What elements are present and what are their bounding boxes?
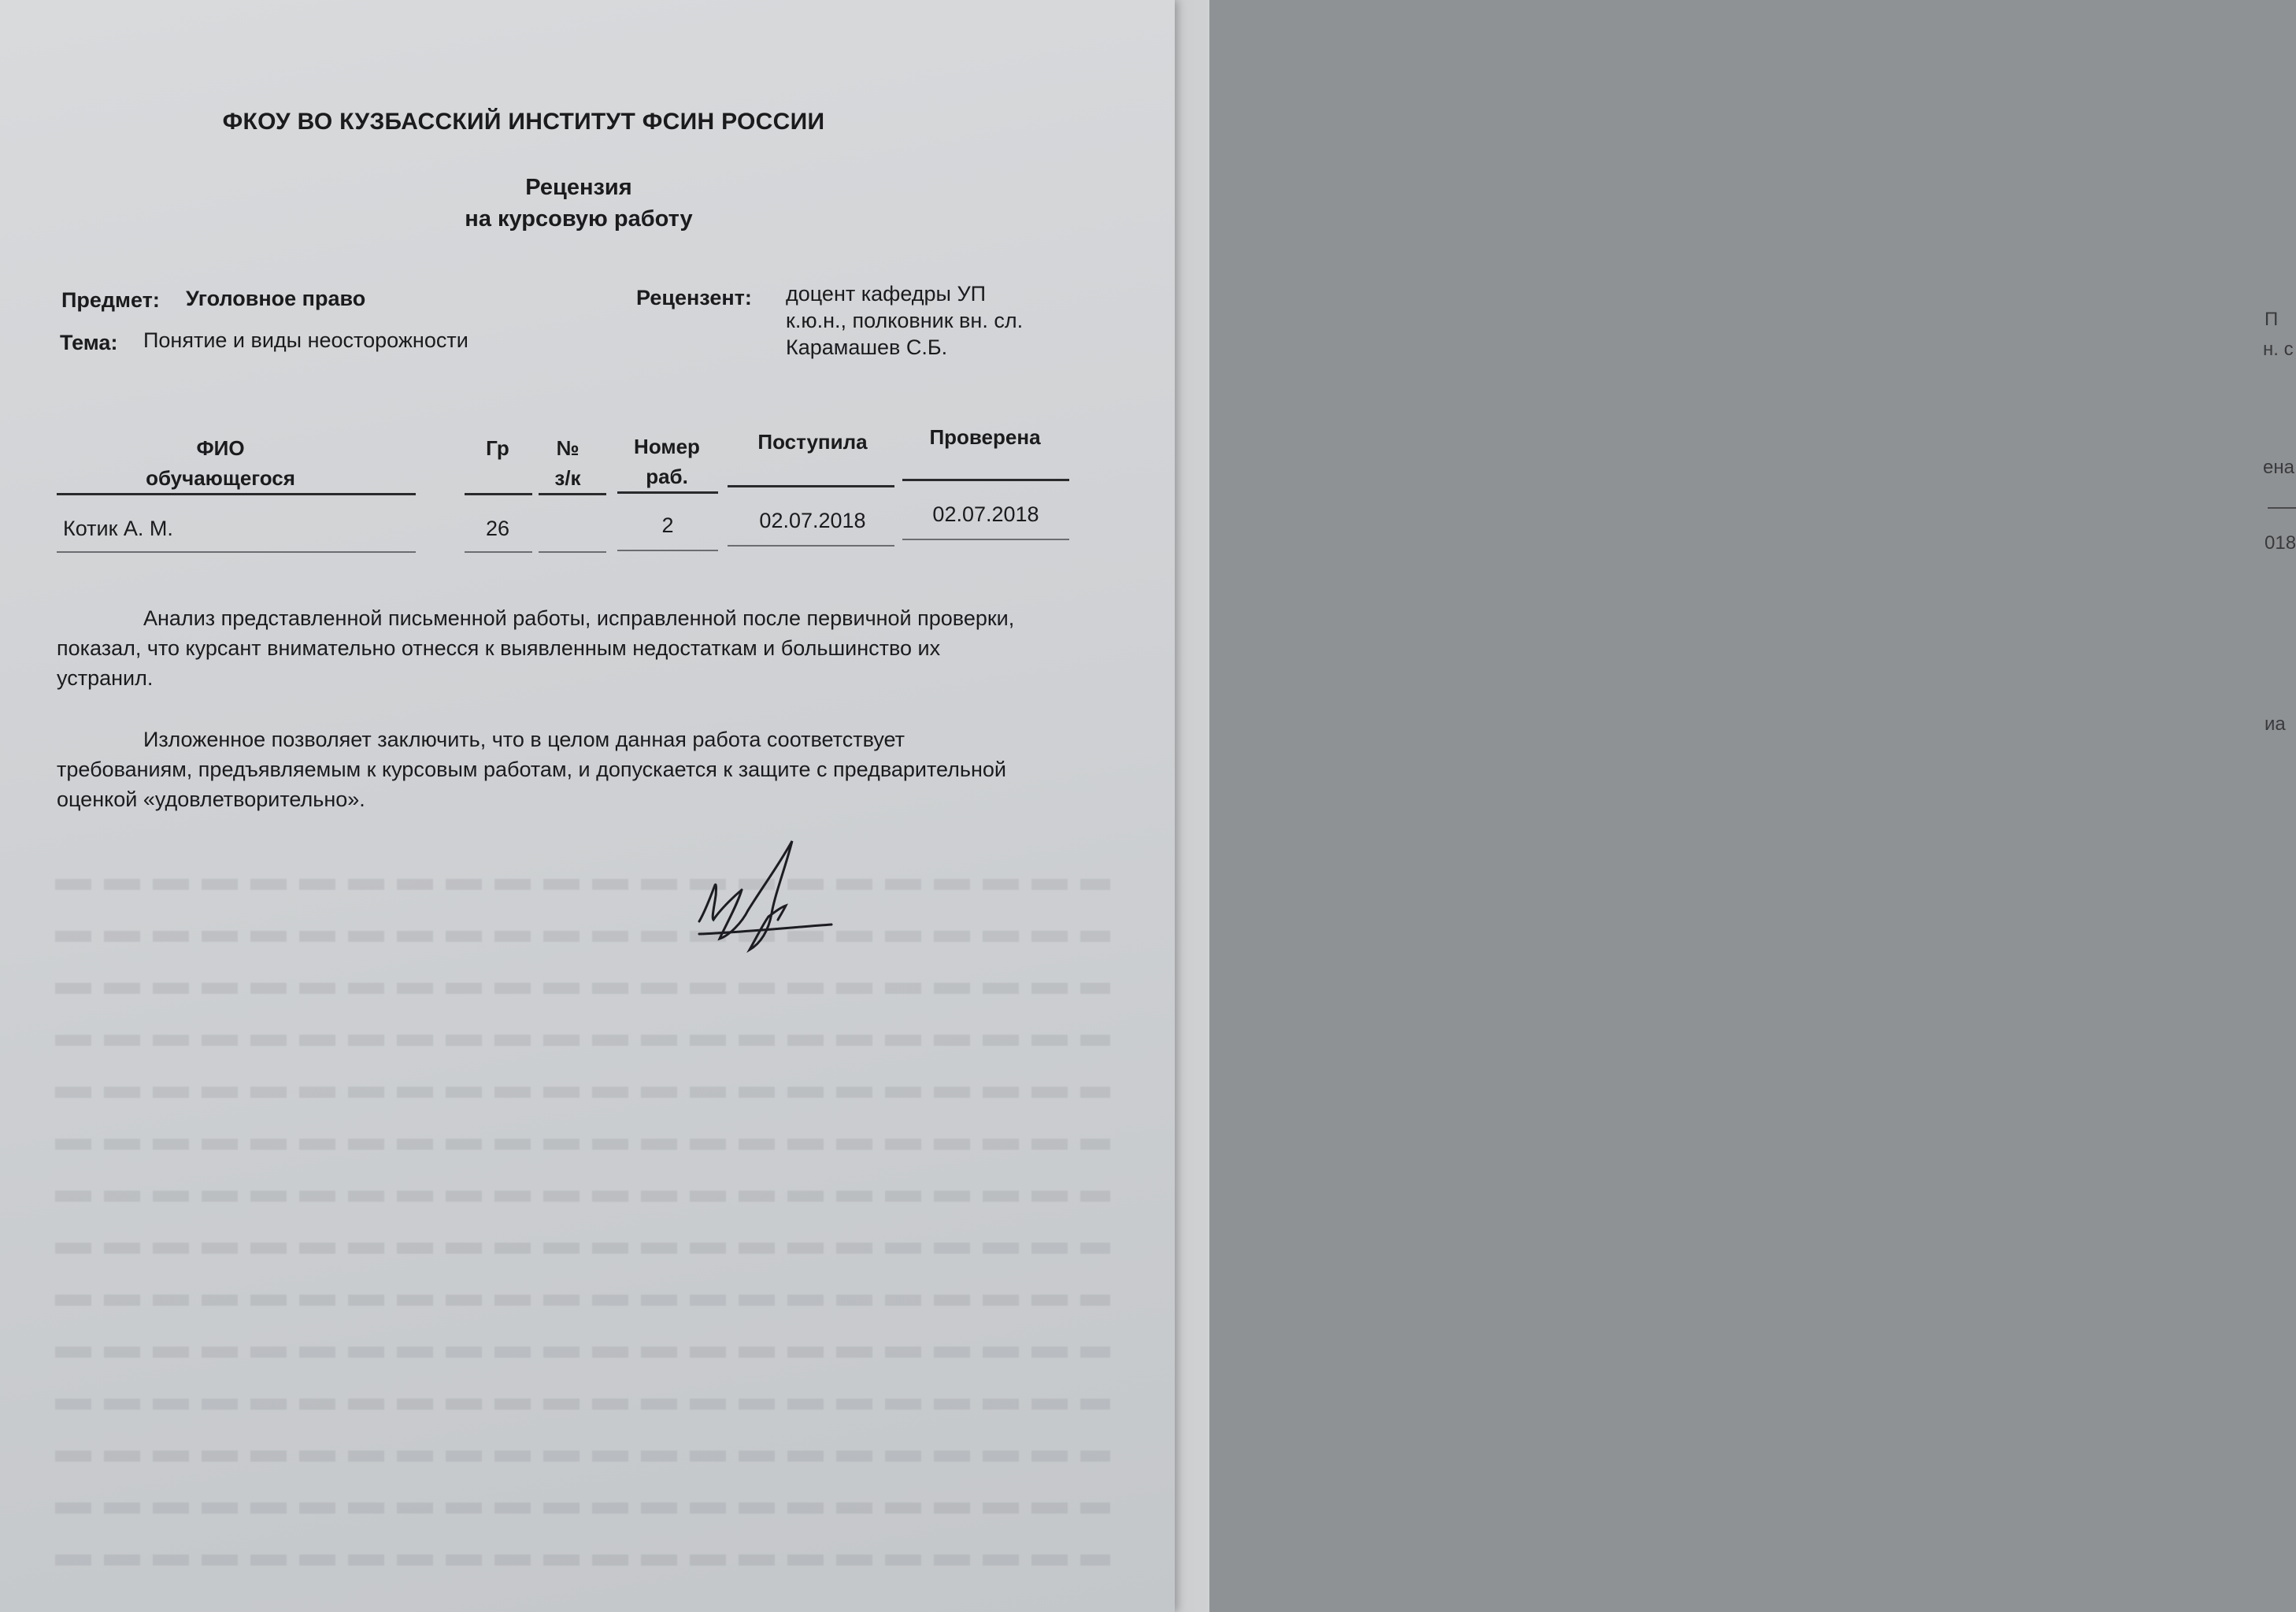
- row-rule: [57, 551, 416, 553]
- reviewer-line: Карамашев С.Б.: [786, 335, 948, 359]
- header-group: Гр: [486, 436, 509, 460]
- institution-title: ФКОУ ВО КУЗБАССКИЙ ИНСТИТУТ ФСИН РОССИИ: [222, 109, 825, 135]
- reviewer-line: доцент кафедры УП: [786, 282, 987, 306]
- row-rule: [902, 539, 1069, 540]
- review-paragraph-2: Изложенное позволяет заключить, что в целом данная работа соответствует требованиям, предъявляемым к курсовым работам, и допускается к защите с предварительной оценкой «удовлетворительно».: [57, 728, 1006, 811]
- back-sheet-fragment: иа: [2265, 713, 2286, 735]
- document-subtitle: на курсовую работу: [465, 206, 693, 232]
- row-rule: [539, 551, 606, 553]
- header-rule: [728, 485, 894, 487]
- back-sheet-fragment: П: [2265, 309, 2279, 330]
- header-received: Поступила: [757, 430, 868, 454]
- header-rule: [539, 493, 606, 495]
- reviewer-signature: [693, 835, 835, 961]
- header-rule: [617, 491, 718, 494]
- topic-label: Тема:: [60, 331, 118, 354]
- review-paragraph-1: Анализ представленной письменной работы, исправленной после первичной проверки, показал, что курсант внимательно отнесся к выявленным недостаткам и большинство их устранил.: [57, 606, 1015, 690]
- header-rule: [902, 479, 1069, 481]
- topic-value: Понятие и виды неосторожности: [143, 328, 468, 352]
- row-rule: [617, 550, 718, 551]
- header-record-number: № з/к: [554, 436, 581, 490]
- header-rule: [57, 493, 416, 495]
- back-sheet-fragment: 018: [2265, 532, 2296, 554]
- back-sheet-rule: [2268, 507, 2296, 509]
- student-name: Котик А. М.: [63, 517, 173, 540]
- cell-received-date: 02.07.2018: [759, 509, 866, 532]
- reviewer-label: Рецензент:: [636, 286, 752, 309]
- row-rule: [465, 551, 532, 553]
- show-through-texture: [55, 858, 1110, 1586]
- cell-work-number: 2: [661, 513, 674, 537]
- header-checked: Проверена: [929, 425, 1041, 449]
- header-fio: ФИО обучающегося: [146, 436, 295, 490]
- cell-checked-date: 02.07.2018: [932, 502, 1039, 526]
- row-rule: [728, 545, 894, 547]
- subject-label: Предмет:: [61, 288, 160, 312]
- header-rule: [465, 493, 532, 495]
- header-work-number: Номер раб.: [634, 435, 700, 488]
- reviewer-line: к.ю.н., полковник вн. сл.: [786, 309, 1024, 332]
- document-title: Рецензия: [525, 175, 632, 200]
- back-sheet-fragment: ена: [2263, 457, 2294, 478]
- cell-group: 26: [485, 517, 510, 540]
- subject-value: Уголовное право: [186, 287, 366, 310]
- back-sheet-fragment: н. с: [2263, 339, 2294, 360]
